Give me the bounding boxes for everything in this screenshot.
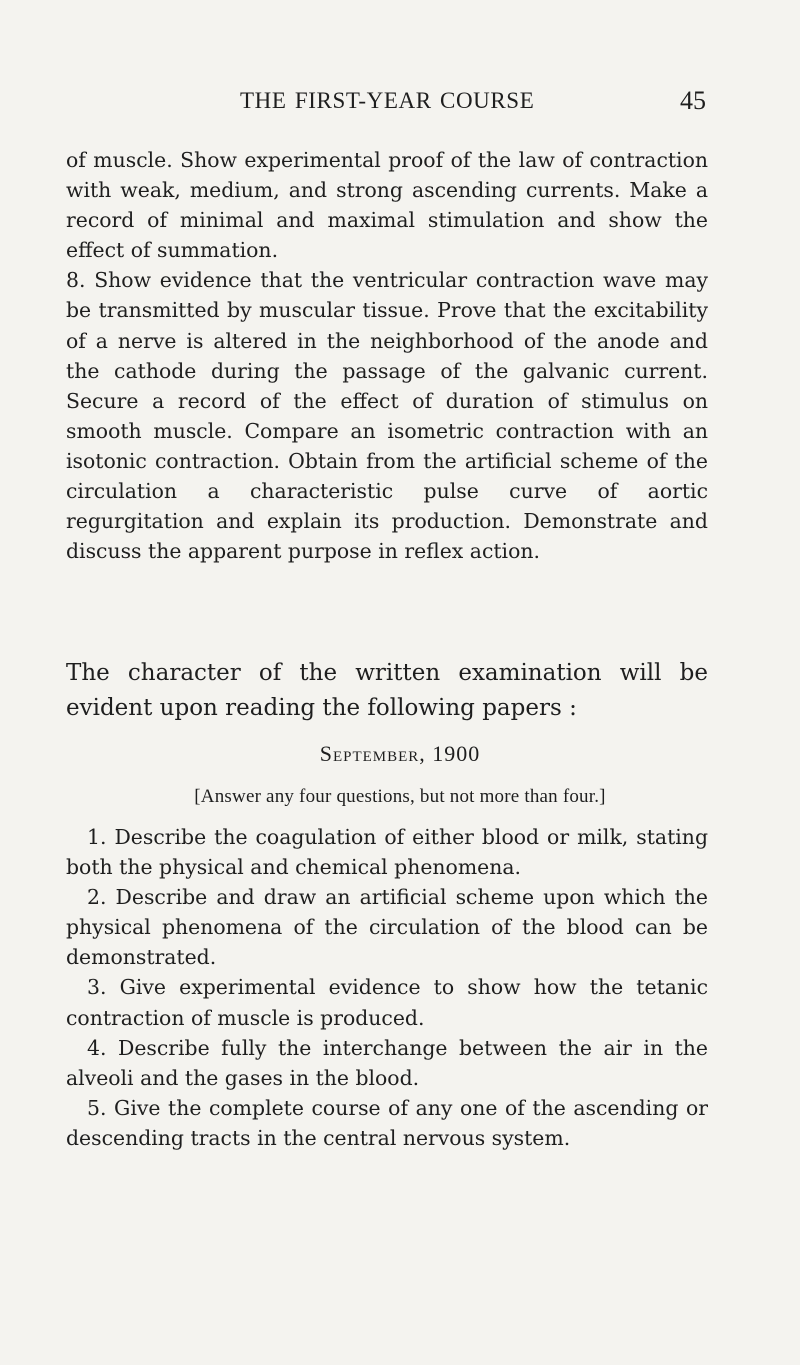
question-item: 2. Describe and draw an artificial scheme upon which the physical phenomena of the circulation of the blood can be demonstrated.: [66, 885, 708, 970]
question-item: 1. Describe the coagulation of either blood or milk, stating both the physical and chemical phenomena.: [66, 825, 708, 880]
intro-paragraph: The character of the written examination will be evident upon reading the following papers :: [66, 660, 708, 721]
question-item: 3. Give experimental evidence to show how the tetanic contraction of muscle is produced.: [66, 975, 708, 1030]
question-item: 4. Describe fully the interchange between the air in the alveoli and the gases in the blood.: [66, 1035, 708, 1090]
question-item: 5. Give the complete course of any one of the ascending or descending tracts in the central nervous system.: [66, 1095, 708, 1150]
page-number: 45: [680, 86, 706, 115]
running-head: [66, 88, 706, 122]
paragraph-item-8: 8. Show evidence that the ventricular contraction wave may be transmitted by muscular tissue. Prove that the excitability of a nerve is altered in the neighborhood of the anode and the cathode during the passage of the galvanic current. Secure a record of the effect of duration of stimulus on smooth muscle. Compare an isometric contraction with an isotonic contraction. Obtain from the artificial scheme of the circulation a characteristic pulse curve of aortic regurgitation and explain its production. Demonstrate and discuss the apparent purpose in reflex action.: [66, 268, 708, 564]
exam-instruction: [Answer any four questions, but not more than four.]: [194, 786, 606, 807]
exam-date-heading: September, 1900: [319, 741, 481, 766]
body-text: [66, 145, 708, 566]
running-title: THE FIRST-YEAR COURSE: [240, 88, 535, 113]
exam-questions: [66, 822, 708, 1153]
paragraph-continued: of muscle. Show experimental proof of the law of contraction with weak, medium, and strong ascending currents. Make a record of minimal and maximal stimulation and show the effect of summation.: [66, 148, 708, 263]
